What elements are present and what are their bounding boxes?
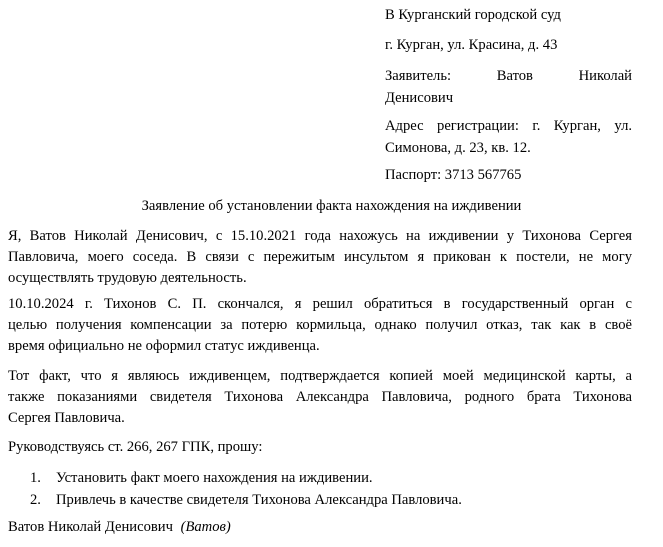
paragraph-line: целью получения компенсации за потерю кормильца, однако получил отказ, так как в своё [8,317,632,333]
paragraph-4 [8,437,632,458]
signature-name: Ватов Николай Денисович [8,519,173,535]
applicant-patronymic: Денисович [385,90,454,106]
passport: Паспорт: 3713 567765 [385,167,522,183]
request-list [30,467,630,511]
paragraph-line: Павловича, моего соседа. В связи с пережитым инсультом я прикован к постели, не могу [8,249,632,265]
document-title: Заявление об установлении факта нахождения на иждивении [141,198,522,214]
list-text: Привлечь в качестве свидетеля Тихонова Александра Павловича. [56,492,462,508]
paragraph-line: также показаниями свидетеля Тихонова Александра Павловича, родного брата Тихонова [8,389,632,405]
signature-line [8,517,231,537]
court-name: В Курганский городской суд [385,7,561,23]
applicant-firstname: Николай [578,68,632,84]
applicant-block [385,65,632,109]
applicant-surname: Ватов [496,68,533,84]
list-item [30,489,630,511]
paragraph-line: Я, Ватов Николай Денисович, с 15.10.2021 года нахожусь на иждивении у Тихонова Сергея [8,228,632,244]
paragraph-line: время официально не оформил статус иждивенца. [8,338,320,354]
address-block [385,115,632,159]
address-line-2: Симонова, д. 23, кв. 12. [385,140,531,156]
paragraph-1 [8,226,632,289]
court-address: г. Курган, ул. Красина, д. 43 [385,37,558,53]
paragraph-line: Сергея Павловича. [8,410,125,426]
address-line-1: Адрес регистрации: г. Курган, ул. [385,118,632,134]
paragraph-3 [8,366,632,429]
paragraph-line: осуществлять трудовую деятельность. [8,270,247,286]
list-number: 1. [30,470,41,486]
signature-handwritten: (Ватов) [180,519,231,535]
paragraph-2 [8,294,632,357]
list-item [30,467,630,489]
list-text: Установить факт моего нахождения на иждивении. [56,470,373,486]
paragraph-line: 10.10.2024 г. Тихонов С. П. скончался, я решил обратиться в государственный орган с [8,296,632,312]
paragraph-line: Тот факт, что я являюсь иждивенцем, подтверждается копией моей медицинской карты, а [8,368,632,384]
applicant-label: Заявитель: [385,68,452,84]
paragraph-line: Руководствуясь ст. 266, 267 ГПК, прошу: [8,439,263,455]
list-number: 2. [30,492,41,508]
applicant-line [385,65,632,87]
